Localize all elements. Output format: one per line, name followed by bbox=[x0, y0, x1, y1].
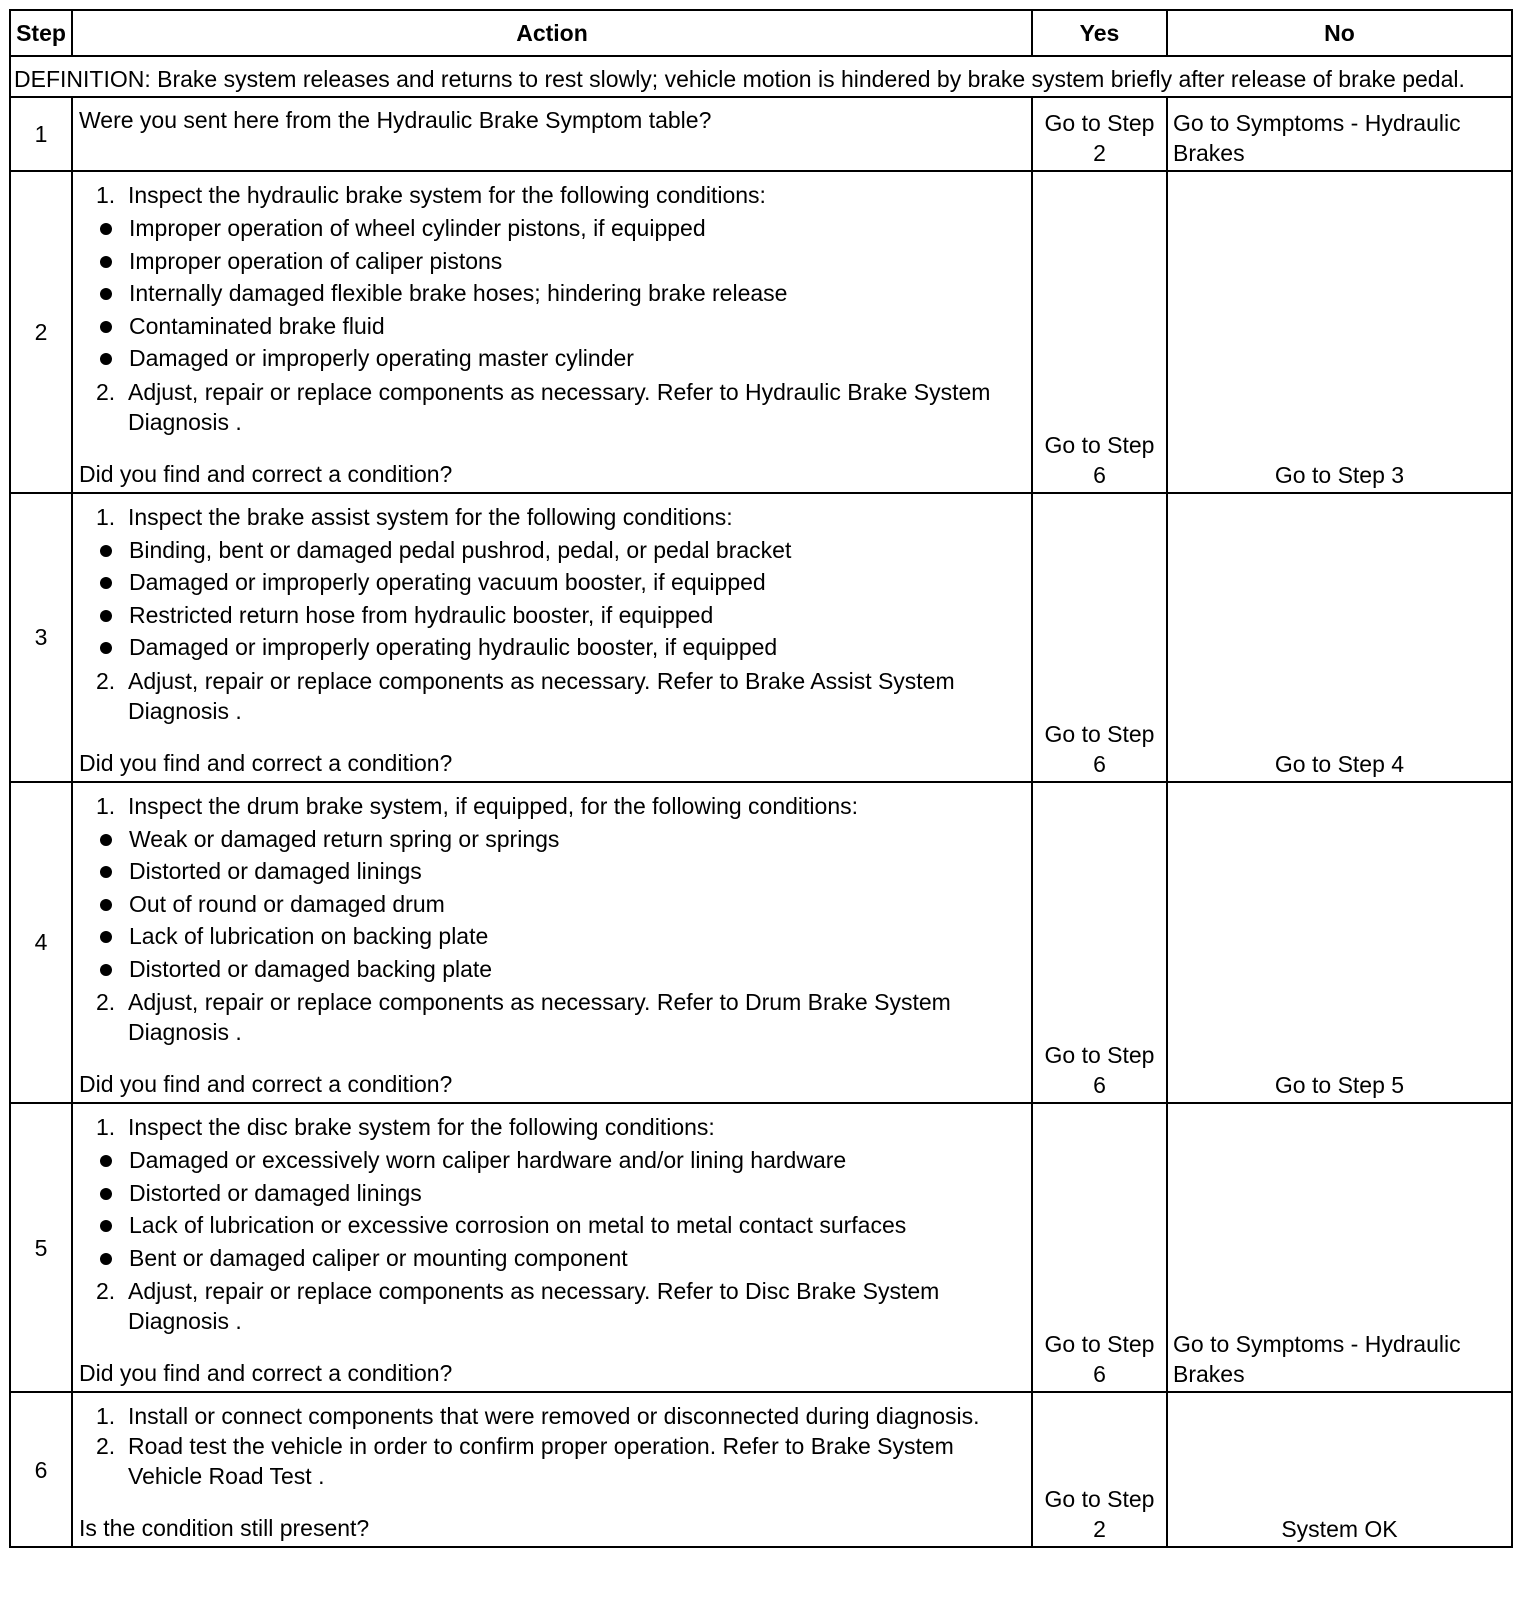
step-number: 2 bbox=[10, 171, 72, 493]
header-row bbox=[10, 10, 1512, 56]
no-result: Go to Step 4 bbox=[1167, 493, 1512, 782]
list-item: Distorted or damaged linings bbox=[79, 1177, 1025, 1210]
list-item: Lack of lubrication or excessive corrosion on metal to metal contact surfaces bbox=[79, 1209, 1025, 1242]
step-number: 6 bbox=[10, 1392, 72, 1547]
yes-result: Go to Step 6 bbox=[1032, 171, 1167, 493]
list-item: Damaged or improperly operating hydraulic booster, if equipped bbox=[79, 631, 1025, 664]
action-text: Were you sent here from the Hydraulic Brake Symptom table? bbox=[72, 97, 1032, 171]
no-result: Go to Step 3 bbox=[1167, 171, 1512, 493]
action-cell bbox=[72, 493, 1032, 782]
no-result: Go to Symptoms - Hydraulic Brakes bbox=[1167, 1103, 1512, 1392]
action-cell bbox=[72, 782, 1032, 1104]
action-cell bbox=[72, 1103, 1032, 1392]
condition-list bbox=[79, 534, 1025, 664]
list-item: Distorted or damaged linings bbox=[79, 855, 1025, 888]
action-item-1: 1. Install or connect components that were removed or disconnected during diagnosis. bbox=[96, 1403, 980, 1429]
step-number: 3 bbox=[10, 493, 72, 782]
list-item: Restricted return hose from hydraulic booster, if equipped bbox=[79, 599, 1025, 632]
action-item-2: 2. Road test the vehicle in order to confirm proper operation. Refer to Brake System Vehicle Road Test . bbox=[96, 1433, 954, 1489]
list-item: Damaged or improperly operating master cylinder bbox=[79, 342, 1025, 375]
step-number: 5 bbox=[10, 1103, 72, 1392]
list-item: Weak or damaged return spring or springs bbox=[79, 823, 1025, 856]
no-result: Go to Symptoms - Hydraulic Brakes bbox=[1167, 97, 1512, 171]
action-cell bbox=[72, 1392, 1032, 1547]
no-result: Go to Step 5 bbox=[1167, 782, 1512, 1104]
header-no: No bbox=[1167, 10, 1512, 56]
header-yes: Yes bbox=[1032, 10, 1167, 56]
action-item-1: 1. Inspect the disc brake system for the following conditions: bbox=[96, 1114, 715, 1140]
table-row bbox=[10, 782, 1512, 1104]
diagnostic-table bbox=[9, 9, 1513, 1548]
yes-result: Go to Step 2 bbox=[1032, 1392, 1167, 1547]
step-number: 1 bbox=[10, 97, 72, 171]
condition-list bbox=[79, 212, 1025, 375]
table-row bbox=[10, 493, 1512, 782]
definition-row bbox=[10, 56, 1512, 97]
yes-result: Go to Step 6 bbox=[1032, 493, 1167, 782]
action-item-1: 1. Inspect the brake assist system for the following conditions: bbox=[96, 503, 733, 530]
header-step: Step bbox=[10, 10, 72, 56]
header-action: Action bbox=[72, 10, 1032, 56]
action-item-1: 1. Inspect the drum brake system, if equipped, for the following conditions: bbox=[96, 792, 859, 819]
action-item-2: 2. Adjust, repair or replace components as necessary. Refer to Hydraulic Brake System Diagnosis . bbox=[96, 378, 991, 435]
question-text: Did you find and correct a condition? bbox=[79, 460, 453, 487]
action-item-2: 2. Adjust, repair or replace components as necessary. Refer to Brake Assist System Diagnosis . bbox=[96, 667, 955, 724]
step-number: 4 bbox=[10, 782, 72, 1104]
yes-result: Go to Step 2 bbox=[1032, 97, 1167, 171]
list-item: Binding, bent or damaged pedal pushrod, pedal, or pedal bracket bbox=[79, 534, 1025, 567]
table-row bbox=[10, 1103, 1512, 1392]
question-text: Did you find and correct a condition? bbox=[79, 1360, 453, 1386]
list-item: Improper operation of wheel cylinder pistons, if equipped bbox=[79, 212, 1025, 245]
list-item: Contaminated brake fluid bbox=[79, 310, 1025, 343]
definition-text: DEFINITION: Brake system releases and returns to rest slowly; vehicle motion is hindered by brake system briefly after release of brake pedal. bbox=[10, 56, 1512, 97]
list-item: Damaged or excessively worn caliper hardware and/or lining hardware bbox=[79, 1144, 1025, 1177]
condition-list bbox=[79, 1144, 1025, 1274]
no-result: System OK bbox=[1167, 1392, 1512, 1547]
action-item-2: 2. Adjust, repair or replace components as necessary. Refer to Drum Brake System Diagnosis . bbox=[96, 989, 951, 1045]
yes-result: Go to Step 6 bbox=[1032, 782, 1167, 1104]
table-row bbox=[10, 1392, 1512, 1547]
list-item: Distorted or damaged backing plate bbox=[79, 953, 1025, 986]
condition-list bbox=[79, 823, 1025, 986]
action-cell bbox=[72, 171, 1032, 493]
action-item-1: 1. Inspect the hydraulic brake system for the following conditions: bbox=[96, 182, 766, 208]
action-item-2: 2. Adjust, repair or replace components as necessary. Refer to Disc Brake System Diagnosis . bbox=[96, 1278, 940, 1334]
list-item: Out of round or damaged drum bbox=[79, 888, 1025, 921]
list-item: Bent or damaged caliper or mounting component bbox=[79, 1242, 1025, 1275]
question-text: Did you find and correct a condition? bbox=[79, 1071, 453, 1097]
list-item: Lack of lubrication on backing plate bbox=[79, 920, 1025, 953]
question-text: Is the condition still present? bbox=[79, 1515, 370, 1541]
yes-result: Go to Step 6 bbox=[1032, 1103, 1167, 1392]
list-item: Internally damaged flexible brake hoses; hindering brake release bbox=[79, 277, 1025, 310]
table-row bbox=[10, 171, 1512, 493]
question-text: Did you find and correct a condition? bbox=[79, 749, 453, 776]
list-item: Improper operation of caliper pistons bbox=[79, 245, 1025, 278]
list-item: Damaged or improperly operating vacuum booster, if equipped bbox=[79, 566, 1025, 599]
table-row bbox=[10, 97, 1512, 171]
